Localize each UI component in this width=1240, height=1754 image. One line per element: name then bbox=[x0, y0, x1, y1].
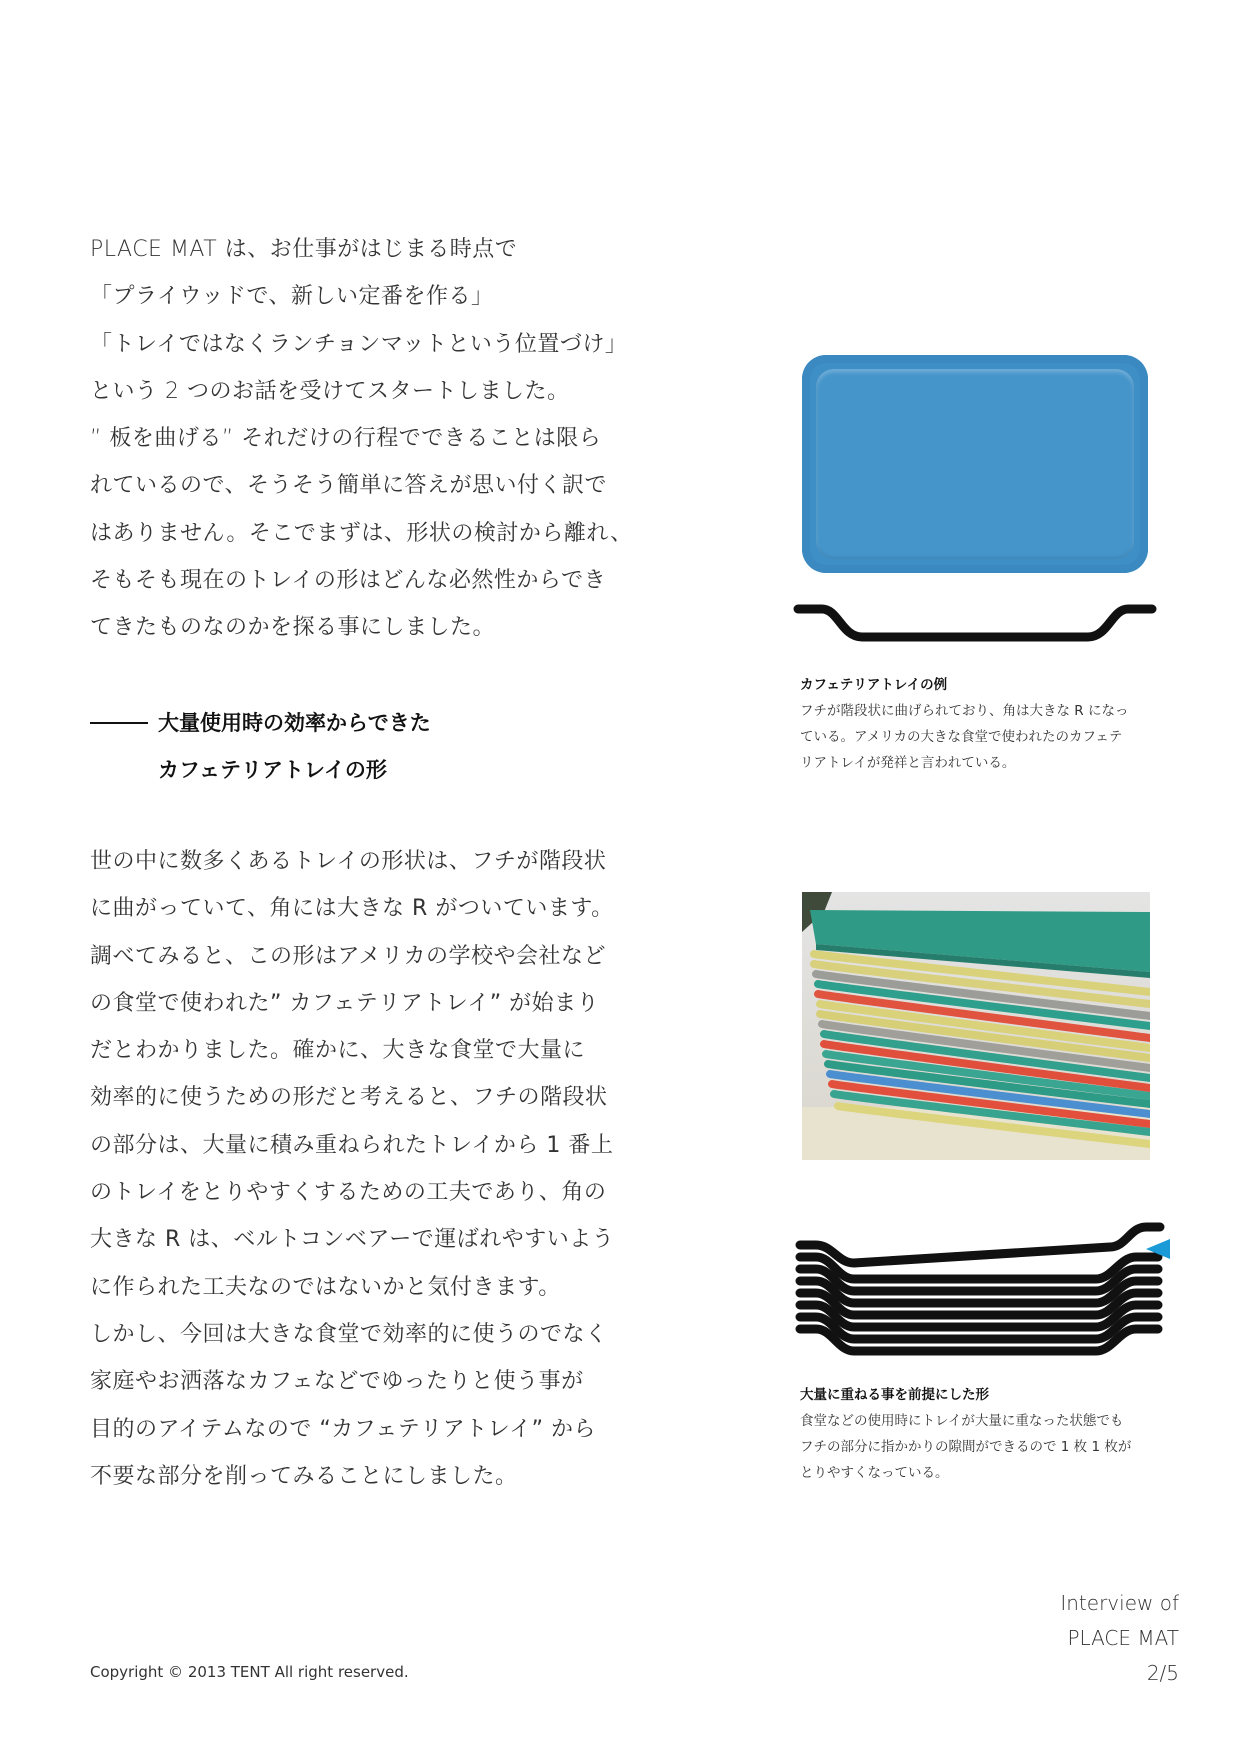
body-line: に作られた工夫なのではないかと気付きます。 bbox=[90, 1274, 561, 1300]
caption-title: カフェテリアトレイの例 bbox=[800, 677, 948, 693]
body-line: 世の中に数多くあるトレイの形状は、フチが階段状 bbox=[90, 849, 607, 874]
stacked-trays-photo bbox=[802, 892, 1150, 1160]
body-line: しかし、今回は大きな食堂で効率的に使うのでなく bbox=[90, 1321, 608, 1347]
stacked-profile-diagram bbox=[790, 1205, 1170, 1365]
caption-line: フチが階段状に曲げられており、角は大きな R になっ bbox=[800, 703, 1129, 719]
intro-line: はありません。そこでまずは、形状の検討から離れ、 bbox=[90, 520, 633, 546]
tray-profile-diagram bbox=[790, 595, 1160, 655]
blue-tray-photo bbox=[802, 355, 1148, 573]
body-line: に曲がっていて、角には大きな R がついています。 bbox=[90, 896, 614, 922]
caption-line: リアトレイが発祥と言われている。 bbox=[800, 755, 1016, 771]
body-line: のトレイをとりやすくするための工夫であり、角の bbox=[90, 1180, 607, 1206]
body-line: だとわかりました。確かに、大きな食堂で大量に bbox=[90, 1038, 586, 1064]
heading-line-2: カフェテリアトレイの形 bbox=[158, 758, 387, 782]
body-line: 効率的に使うための形だと考えると、フチの階段状 bbox=[90, 1085, 608, 1111]
body-line: 大きな R は、ベルトコンベアーで運ばれやすいよう bbox=[90, 1227, 615, 1253]
heading-line-1: 大量使用時の効率からできた bbox=[158, 711, 431, 735]
heading-rule bbox=[90, 722, 148, 724]
body-line: 家庭やお洒落なカフェなどでゆったりと使う事が bbox=[90, 1369, 584, 1395]
body-line: 目的のアイテムなので “カフェテリアトレイ” から bbox=[90, 1416, 597, 1442]
page-number: 2/5 bbox=[1146, 1661, 1179, 1685]
body-paragraph bbox=[90, 838, 650, 1500]
body-line: 調べてみると、この形はアメリカの学校や会社など bbox=[90, 943, 606, 969]
intro-line: てきたものなのかを探る事にしました。 bbox=[90, 615, 496, 641]
intro-paragraph bbox=[90, 226, 650, 652]
intro-line: という 2 つのお話を受けてスタートしました。 bbox=[90, 378, 570, 404]
intro-line: ” 板を曲げる” それだけの行程でできることは限ら bbox=[90, 426, 602, 452]
intro-line: PLACE MAT は、お仕事がはじまる時点で bbox=[90, 237, 518, 262]
doc-title-line-1: Interview of bbox=[1060, 1591, 1179, 1615]
body-line: の部分は、大量に積み重ねられたトレイから 1 番上 bbox=[90, 1132, 614, 1158]
caption-line: ている。アメリカの大きな食堂で使われたのカフェテ bbox=[800, 729, 1123, 745]
caption-line: 食堂などの使用時にトレイが大量に重なった状態でも bbox=[800, 1413, 1124, 1429]
copyright-notice: Copyright © 2013 TENT All right reserved. bbox=[90, 1663, 409, 1681]
document-title-block bbox=[1060, 1586, 1179, 1691]
intro-line: 「プライウッドで、新しい定番を作る」 bbox=[90, 284, 494, 310]
caption-line: とりやすくなっている。 bbox=[800, 1465, 949, 1481]
body-line: の食堂で使われた” カフェテリアトレイ” が始まり bbox=[90, 990, 600, 1016]
intro-line: 「トレイではなくランチョンマットという位置づけ」 bbox=[90, 331, 628, 357]
intro-line: そもそも現在のトレイの形はどんな必然性からでき bbox=[90, 568, 607, 594]
stacked-trays-illustration bbox=[802, 892, 1150, 1160]
caption-line: フチの部分に指かかりの隙間ができるので 1 枚 1 枚が bbox=[800, 1439, 1132, 1455]
figure1-caption bbox=[800, 672, 1180, 776]
doc-title-line-2: PLACE MAT bbox=[1067, 1626, 1179, 1650]
caption-title: 大量に重ねる事を前提にした形 bbox=[800, 1387, 989, 1403]
figure2-caption bbox=[800, 1382, 1180, 1486]
intro-line: れているので、そうそう簡単に答えが思い付く訳で bbox=[90, 473, 608, 499]
tray-inner-surface bbox=[816, 369, 1134, 559]
body-line: 不要な部分を削ってみることにしました。 bbox=[90, 1463, 518, 1489]
